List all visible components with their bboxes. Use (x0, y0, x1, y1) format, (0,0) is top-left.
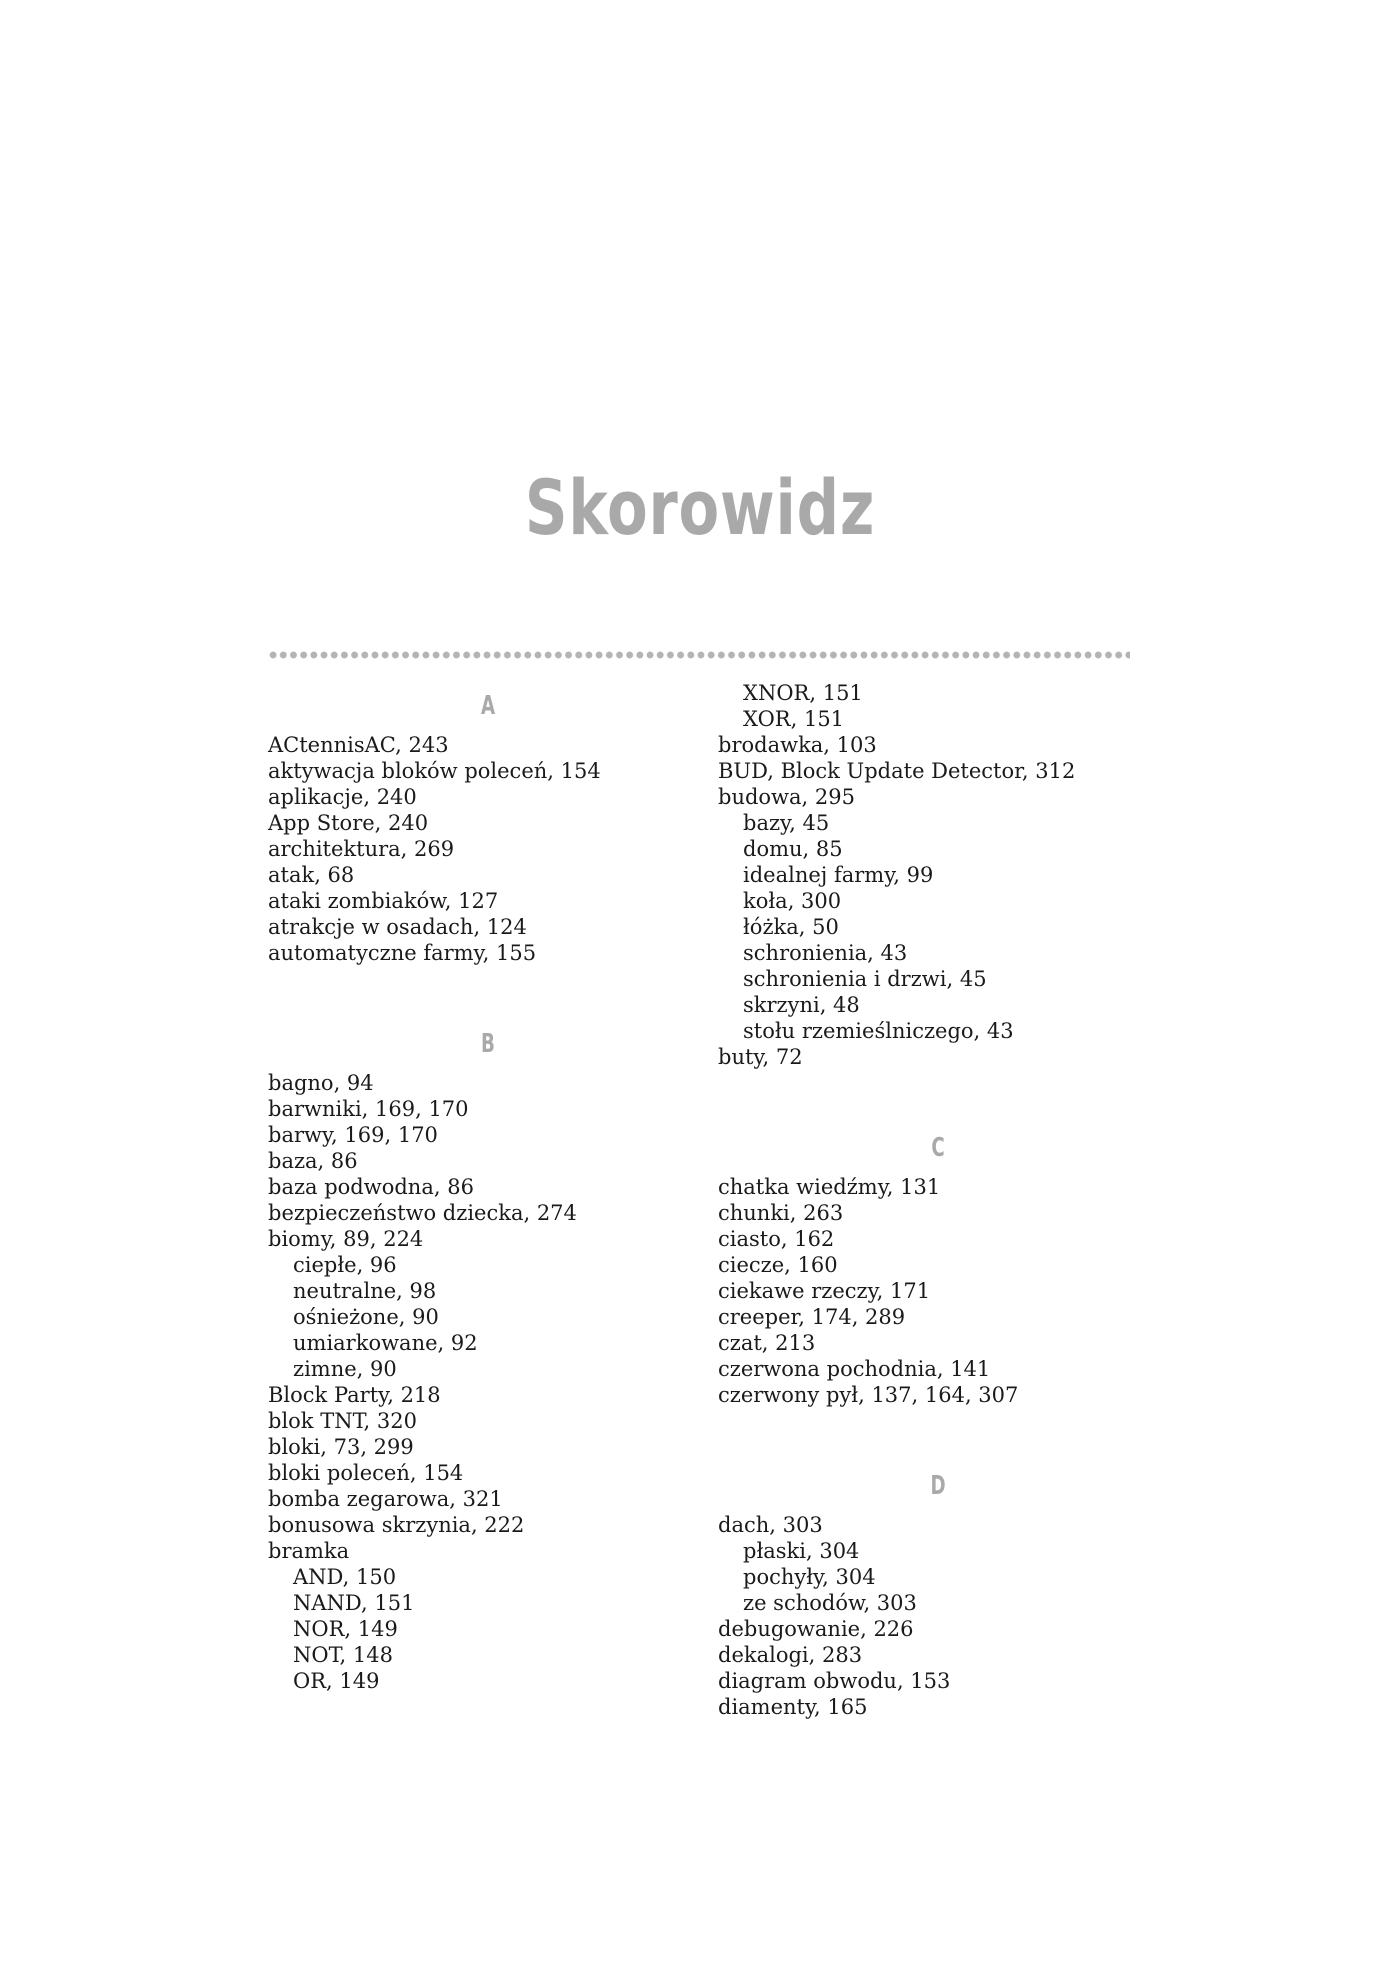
index-entry: dekalogi, 283 (718, 1643, 863, 1667)
index-entry: ataki zombiaków, 127 (268, 889, 499, 913)
index-entry: automatyczne farmy, 155 (268, 941, 537, 965)
index-subentry: idealnej farmy, 99 (743, 863, 934, 887)
index-subentry: zimne, 90 (293, 1357, 397, 1381)
index-subentry: NOT, 148 (293, 1643, 393, 1667)
section-letter: C (931, 1133, 945, 1163)
dotted-divider (268, 650, 1130, 660)
index-entry: bloki, 73, 299 (268, 1435, 414, 1459)
index-entry: atak, 68 (268, 863, 355, 887)
index-subentry: XOR, 151 (743, 707, 845, 731)
index-entry: creeper, 174, 289 (718, 1305, 906, 1329)
index-entry: ciecze, 160 (718, 1253, 838, 1277)
index-subentry: pochyły, 304 (743, 1565, 876, 1589)
index-entry: App Store, 240 (268, 811, 429, 835)
index-subentry: koła, 300 (743, 889, 842, 913)
index-subentry: domu, 85 (743, 837, 843, 861)
index-subentry: NOR, 149 (293, 1617, 398, 1641)
index-subentry: skrzyni, 48 (743, 993, 860, 1017)
page-title: Skorowidz (524, 463, 876, 552)
index-entry: budowa, 295 (718, 785, 855, 809)
index-subentry: ze schodów, 303 (743, 1591, 917, 1615)
index-subentry: ciepłe, 96 (293, 1253, 397, 1277)
index-entry: diagram obwodu, 153 (718, 1669, 951, 1693)
index-entry: czerwona pochodnia, 141 (718, 1357, 991, 1381)
index-entry: aktywacja bloków poleceń, 154 (268, 759, 601, 783)
index-entry: chunki, 263 (718, 1201, 844, 1225)
index-entry: chatka wiedźmy, 131 (718, 1175, 941, 1199)
section-letter: A (480, 691, 496, 721)
index-entry: BUD, Block Update Detector, 312 (718, 759, 1076, 783)
index-entry: bloki poleceń, 154 (268, 1461, 464, 1485)
index-entry: biomy, 89, 224 (268, 1227, 424, 1251)
index-entry: atrakcje w osadach, 124 (268, 915, 527, 939)
index-entry: Block Party, 218 (268, 1383, 441, 1407)
index-subentry: AND, 150 (293, 1565, 397, 1589)
index-entry: ciekawe rzeczy, 171 (718, 1279, 931, 1303)
index-entry: buty, 72 (718, 1045, 803, 1069)
index-entry: baza podwodna, 86 (268, 1175, 474, 1199)
index-entry: bomba zegarowa, 321 (268, 1487, 503, 1511)
index-entry: ACtennisAC, 243 (268, 733, 449, 757)
index-entry: dach, 303 (718, 1513, 823, 1537)
section-letter: B (481, 1029, 495, 1059)
index-entry: bezpieczeństwo dziecka, 274 (268, 1201, 577, 1225)
index-subentry: stołu rzemieślniczego, 43 (743, 1019, 1014, 1043)
index-entry: blok TNT, 320 (268, 1409, 417, 1433)
index-entry: czat, 213 (718, 1331, 816, 1355)
index-subentry: łóżka, 50 (743, 915, 839, 939)
index-subentry: schronienia i drzwi, 45 (743, 967, 987, 991)
index-subentry: umiarkowane, 92 (293, 1331, 478, 1355)
index-subentry: płaski, 304 (743, 1539, 860, 1563)
index-entry: debugowanie, 226 (718, 1617, 914, 1641)
index-column-right (718, 680, 1158, 1720)
section-letter: D (930, 1471, 946, 1501)
index-column-left (268, 680, 708, 1694)
index-subentry: neutralne, 98 (293, 1279, 437, 1303)
index-entry: brodawka, 103 (718, 733, 877, 757)
index-entry: bagno, 94 (268, 1071, 374, 1095)
index-entry: barwy, 169, 170 (268, 1123, 438, 1147)
index-subentry: schronienia, 43 (743, 941, 908, 965)
index-entry: diamenty, 165 (718, 1695, 868, 1719)
index-entry: czerwony pył, 137, 164, 307 (718, 1383, 1019, 1407)
index-entry: baza, 86 (268, 1149, 358, 1173)
index-subentry: ośnieżone, 90 (293, 1305, 439, 1329)
index-subentry: bazy, 45 (743, 811, 830, 835)
index-entry: architektura, 269 (268, 837, 455, 861)
index-entry: bonusowa skrzynia, 222 (268, 1513, 525, 1537)
index-entry: bramka (268, 1539, 350, 1563)
index-entry: aplikacje, 240 (268, 785, 417, 809)
index-entry: ciasto, 162 (718, 1227, 835, 1251)
index-entry: barwniki, 169, 170 (268, 1097, 469, 1121)
index-subentry: OR, 149 (293, 1669, 380, 1693)
index-subentry: XNOR, 151 (743, 681, 863, 705)
index-subentry: NAND, 151 (293, 1591, 415, 1615)
